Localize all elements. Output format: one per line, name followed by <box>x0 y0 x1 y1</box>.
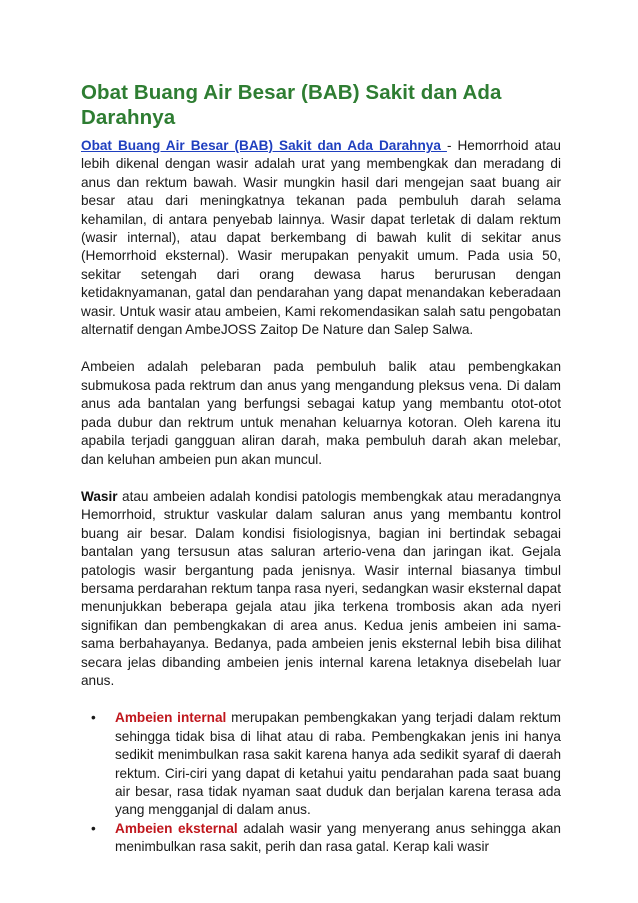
list-item-term: Ambeien eksternal <box>115 820 238 836</box>
list-item <box>91 709 561 819</box>
bullet-icon: • <box>91 820 96 836</box>
list-item-text: merupakan pembengkakan yang terjadi dalam rektum sehingga tidak bisa di lihat atau di raba. Pembengkakan jenis ini hanya sedikit menimbulkan rasa sakit karena hanya ada sedikit syaraf di daerah rektum. Ciri-ciri yang dapat di ketahui yaitu pendarahan pada saat buang air besar, rasa tidak nyaman saat duduk dan berjalan karena terasa ada yang mengganjal di dalam anus. <box>115 710 561 818</box>
list-item-text: adalah wasir yang menyerang anus sehingga akan menimbulkan rasa sakit, perih dan rasa gatal. Kerap kali wasir <box>115 820 561 855</box>
bullet-icon: • <box>91 710 96 726</box>
document-page <box>81 80 561 857</box>
wasir-paragraph <box>81 488 561 690</box>
intro-paragraph <box>81 137 561 339</box>
list-item <box>91 820 561 857</box>
list-item-term: Ambeien internal <box>115 710 227 726</box>
intro-text: - Hemorrhoid atau lebih dikenal dengan wasir adalah urat yang membengkak dan meradang di anus dan rektum bawah. Wasir mungkin hasil dari mengejan saat buang air besar atau dari meningkatnya tekanan pada pembuluh darah selama kehamilan, di antara penyebab lainnya. Wasir dapat terletak di dalam rektum (wasir internal), atau dapat berkembang di bawah kulit di sekitar anus (Hemorrhoid eksternal). Wasir merupakan penyakit umum. Pada usia 50, sekitar setengah dari orang dewasa harus berurusan dengan ketidaknyamanan, gatal dan pendarahan yang dapat menandakan keberadaan wasir. Untuk wasir atau ambeien, Kami rekomendasikan salah satu pengobatan alternatif dengan AmbeJOSS Zaitop De Nature dan Salep Salwa. <box>81 138 561 338</box>
wasir-lead: Wasir <box>81 488 118 504</box>
article-link[interactable]: Obat Buang Air Besar (BAB) Sakit dan Ada Darahnya <box>81 138 447 153</box>
ambeien-type-list <box>81 709 561 856</box>
ambeien-paragraph <box>81 358 561 468</box>
ambeien-lead: Ambeien <box>81 359 135 375</box>
page-title: Obat Buang Air Besar (BAB) Sakit dan Ada Darahnya <box>81 81 502 129</box>
wasir-text: atau ambeien adalah kondisi patologis membengkak atau meradangnya Hemorrhoid, struktur vaskular dalam saluran anus yang membantu kontrol buang air besar. Dalam kondisi fisiologisnya, bagian ini bertindak sebagai bantalan yang tersusun atas saluran arterio-vena dan jaringan ikat. Gejala patologis wasir bergantung pada jenisnya. Wasir internal biasanya timbul bersama perdarahan rektum tanpa rasa nyeri, sedangkan wasir eksternal dapat menunjukkan beberapa gejala atau jika terkena trombosis akan ada nyeri signifikan dan pembengkakan di area anus. Kedua jenis ambeien ini sama-sama berbahayanya. Bedanya, pada ambeien jenis eksternal lebih bisa dilihat secara jelas dibanding ambeien jenis internal karena letaknya disebelah luar anus. <box>81 488 561 688</box>
ambeien-text: adalah pelebaran pada pembuluh balik atau pembengkakan submukosa pada rektrum dan anus yang mengandung pleksus vena. Di dalam anus ada bantalan yang berfungsi sebagai katup yang membantu otot-otot pada dubur dan rektrum untuk menahan keluarnya kotoran. Oleh karena itu apabila terjadi gangguan aliran darah, maka pembuluh darah akan melebar, dan keluhan ambeien pun akan muncul. <box>81 359 561 467</box>
